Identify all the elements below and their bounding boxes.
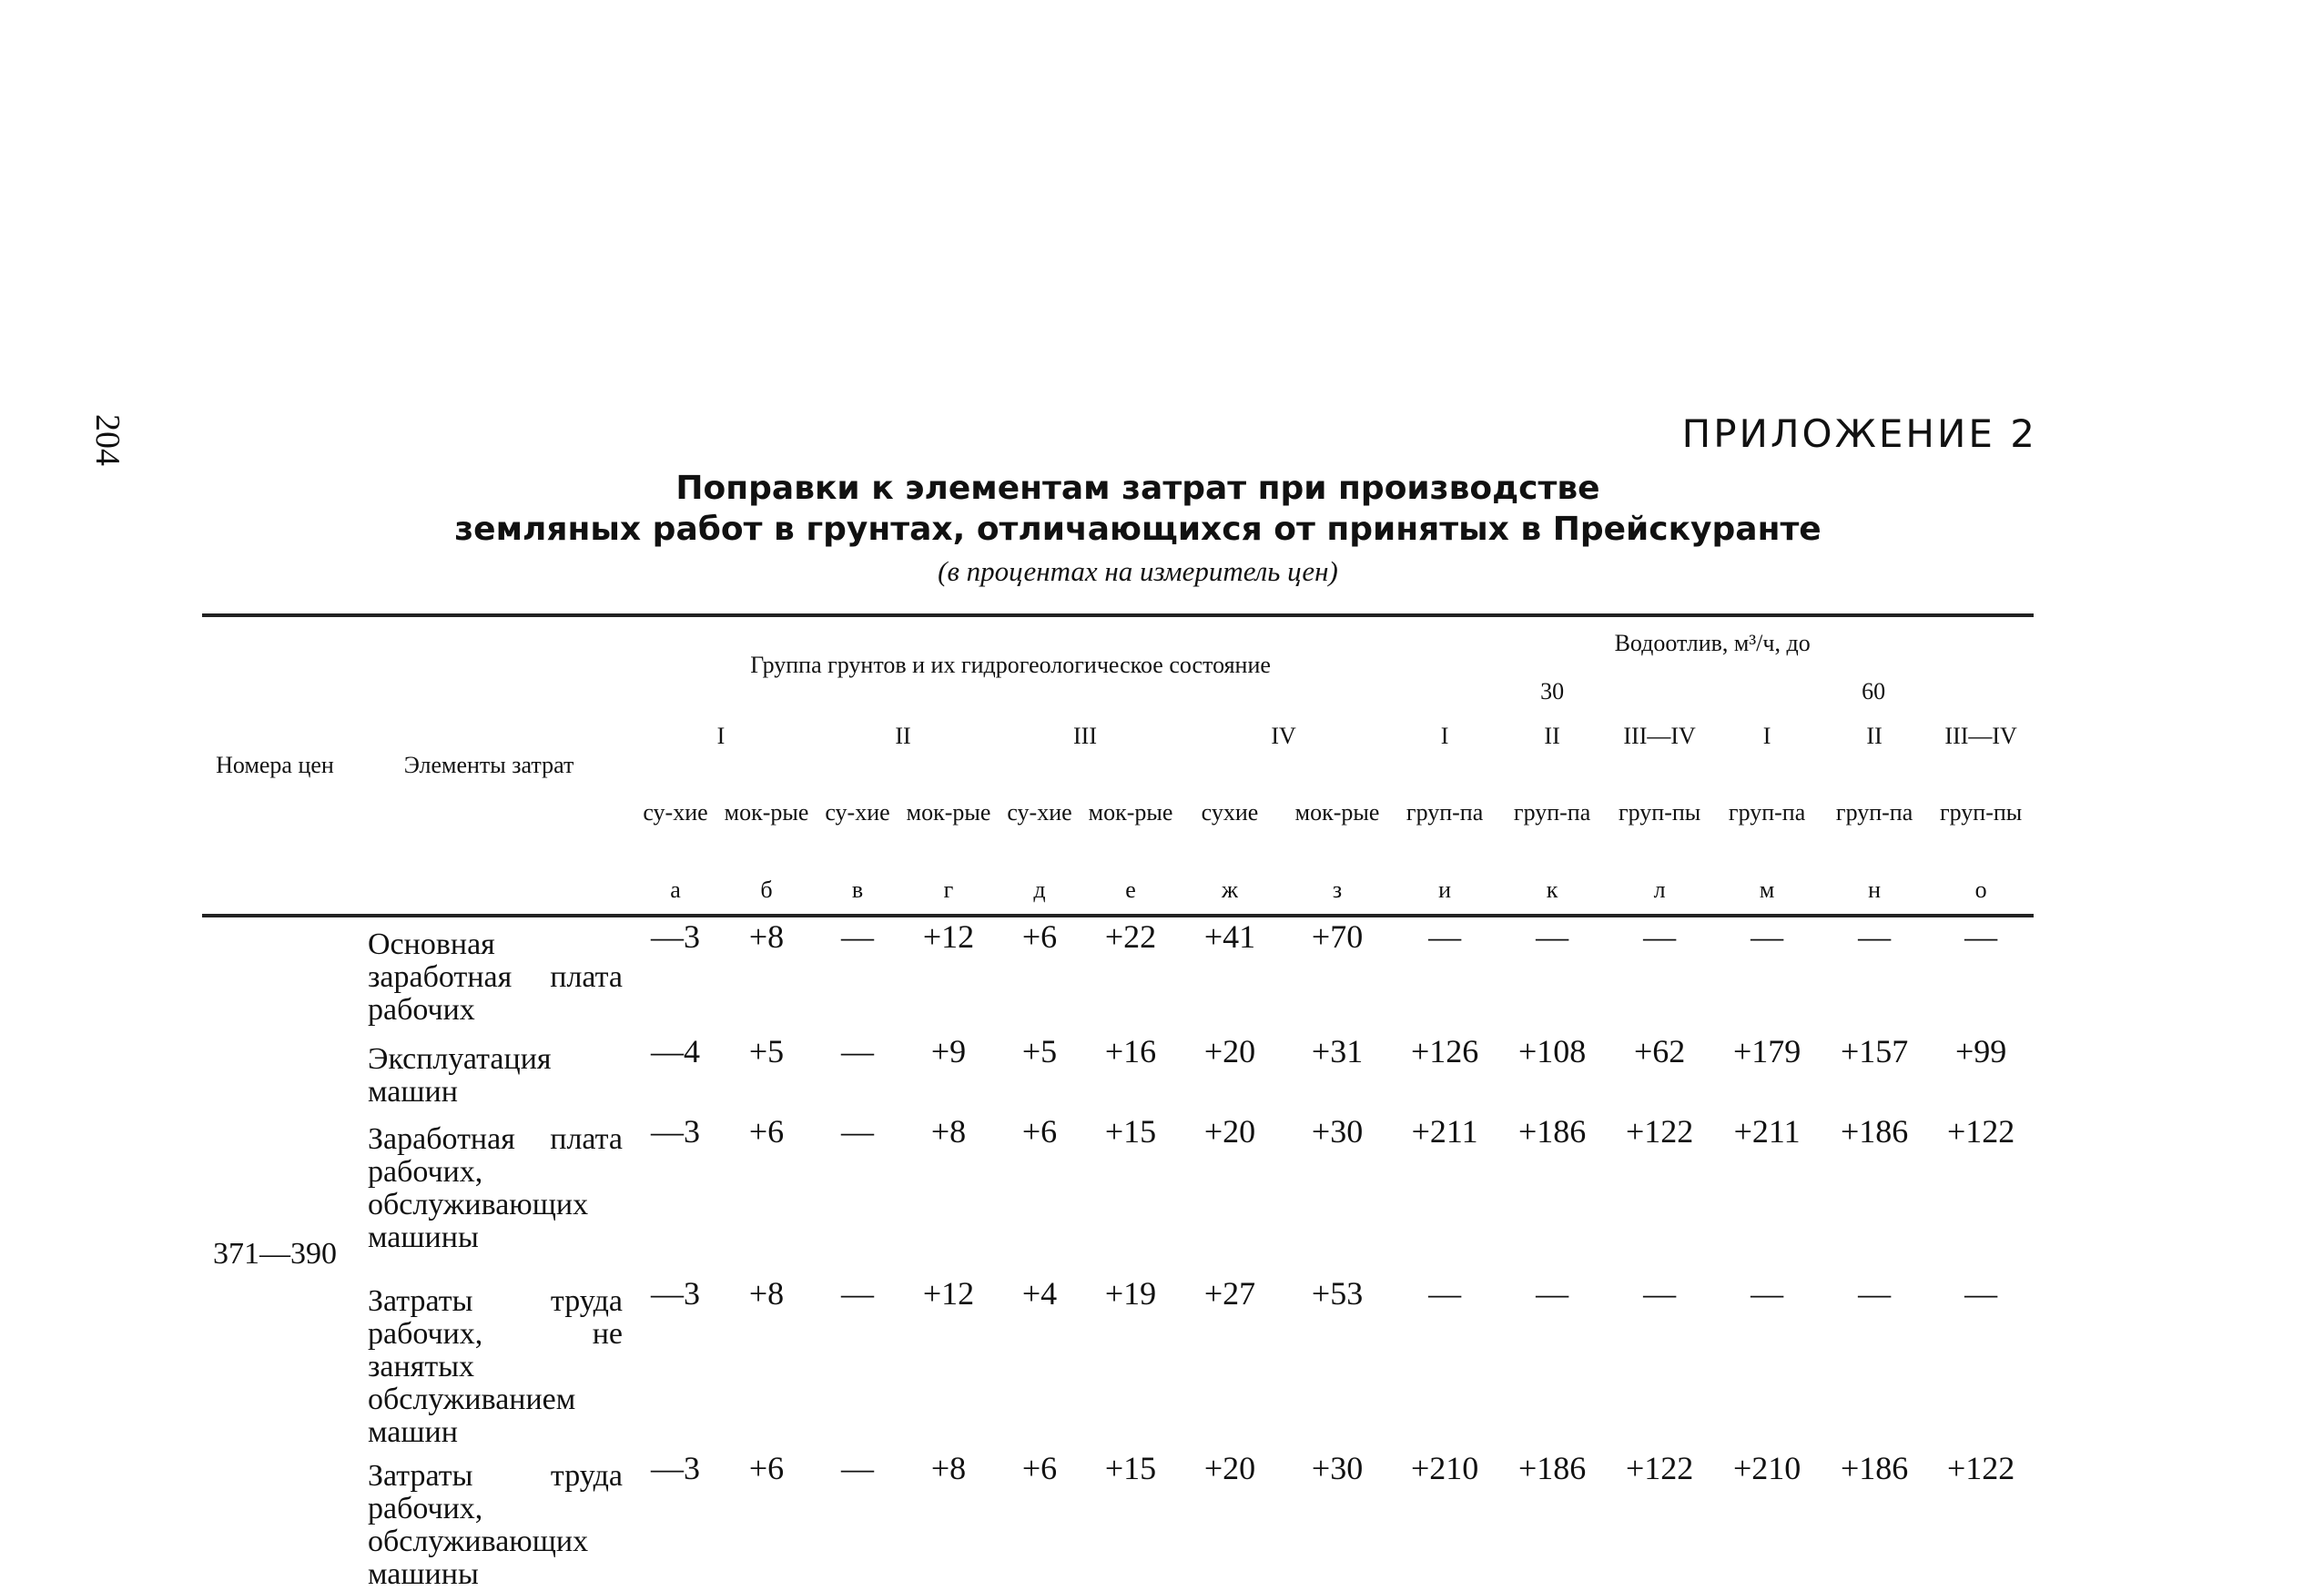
table-cell: +157 [1840,1033,1909,1069]
table-cell: — [1536,1275,1569,1312]
title-line-2: земляных работ в грунтах, отличающихся от принятых в Прейскуранте [454,511,1822,548]
table-cell: —3 [651,918,700,955]
table-cell: +122 [1625,1450,1694,1486]
table-cell: +53 [1311,1275,1364,1312]
table-cell: +186 [1517,1450,1587,1486]
table-cell: +8 [930,1113,967,1150]
table-cell: — [1751,918,1784,955]
header-price-numbers: Номера цен [202,615,348,916]
table-cell: +211 [1733,1113,1801,1150]
header-group-sg-3: груп-па [1728,799,1806,826]
header-soil-ii-wet: мок-рые [906,799,991,826]
column-letter-11: л [1606,866,1713,916]
column-letter-6: е [1085,866,1176,916]
table-cell: +210 [1732,1450,1801,1486]
table-cell: —4 [651,1033,700,1069]
table-cell: +99 [1954,1033,2007,1069]
header-soil-group-i: I [716,723,726,749]
table-cell: +6 [1021,1113,1058,1150]
table-cell: +62 [1633,1033,1686,1069]
table-cell: +8 [748,918,785,955]
table-cell: +12 [922,1275,975,1312]
table-cell: +186 [1840,1113,1909,1150]
title-line-1: Поправки к элементам затрат при производстве [675,470,1600,507]
table-cell: +6 [748,1450,785,1486]
header-cost-elements: Элементы затрат [348,615,630,916]
table-cell: +211 [1411,1113,1478,1150]
table-cell: +8 [748,1275,785,1312]
table-cell: +19 [1104,1275,1157,1312]
table-cell: +6 [748,1113,785,1150]
table-cell: +27 [1203,1275,1256,1312]
table-cell: +20 [1203,1450,1256,1486]
header-group-sg-2: груп-па [1513,799,1591,826]
header-d30-group-iii-iv: III—IV [1623,723,1696,749]
table-cell: +41 [1203,918,1256,955]
header-group-sg-4: груп-па [1835,799,1913,826]
table-cell: — [841,1450,874,1486]
column-letter-9: и [1391,866,1498,916]
table-cell: +6 [1021,1450,1058,1486]
column-letter-5: д [994,866,1085,916]
header-drainage: Водоотлив, м³/ч, до [1391,615,2034,670]
table-cell: — [1858,1275,1892,1312]
table-cell: — [841,1275,874,1312]
table-cell: +30 [1311,1113,1364,1150]
header-soil-i-dry: су-хие [643,799,708,826]
header-soil-group-iii: III [1073,723,1097,749]
header-d30-group-i: I [1440,723,1449,749]
table-cell: +31 [1311,1033,1364,1069]
table-cell: — [841,918,874,955]
subtitle: (в процентах на измеритель цен) [938,555,1338,587]
table-row [202,1274,2034,1449]
header-drainage-30: 30 [1540,678,1565,704]
column-letter-12: м [1713,866,1821,916]
header-d30-group-ii: II [1544,723,1560,749]
table-cell: +15 [1104,1450,1157,1486]
column-letter-8: з [1284,866,1391,916]
table-cell: +20 [1203,1113,1256,1150]
table-cell: +4 [1021,1275,1058,1312]
header-soil-iv-wet: мок-рые [1294,799,1380,826]
column-letter-2: б [721,866,812,916]
table-row [202,1449,2034,1591]
table-cell: +186 [1517,1113,1587,1150]
column-letter-14: о [1928,866,2034,916]
table-cell: +126 [1410,1033,1479,1069]
table-cell: +108 [1517,1033,1587,1069]
table-row [202,1112,2034,1274]
table-cell: +5 [748,1033,785,1069]
header-soil-iii-dry: су-хие [1007,799,1072,826]
table-cell: +70 [1311,918,1364,955]
table-cell: +16 [1104,1033,1157,1069]
column-letter-13: н [1821,866,1928,916]
table-cell: — [1858,918,1892,955]
header-d60-group-i: I [1762,723,1771,749]
table-cell: — [1751,1275,1784,1312]
table-cell: +20 [1203,1033,1256,1069]
column-letter-7: ж [1176,866,1284,916]
table-cell: — [841,1113,874,1150]
header-d60-group-ii: II [1866,723,1883,749]
table-cell: — [1964,1275,1998,1312]
table-cell: +122 [1946,1450,2015,1486]
table-cell: +122 [1625,1113,1694,1150]
table-cell: +22 [1104,918,1157,955]
cost-element-name: Затраты труда рабочих, обслуживающих машины [368,1459,623,1591]
page-number: 204 [88,414,127,466]
header-group-pl-2: груп-пы [1939,799,2023,826]
header-soil-group-ii: II [895,723,911,749]
table-cell: — [1643,918,1677,955]
table-cell: +5 [1021,1033,1058,1069]
table-cell: +9 [930,1033,967,1069]
cost-element-name: Затраты труда рабочих, не занятых обслуживанием машин [368,1284,623,1449]
header-group-sg-1: груп-па [1406,799,1484,826]
header-soil-i-wet: мок-рые [724,799,809,826]
header-soil-group: Группа грунтов и их гидрогеологическое состояние [630,615,1391,714]
column-letter-4: г [903,866,994,916]
appendix-label: ПРИЛОЖЕНИЕ 2 [1681,411,2037,456]
table-cell: +30 [1311,1450,1364,1486]
table-cell: +6 [1021,918,1058,955]
table-cell: — [1428,1275,1462,1312]
header-d60-group-iii-iv: III—IV [1944,723,2017,749]
table-cell: — [1428,918,1462,955]
header-soil-ii-dry: су-хие [825,799,890,826]
cost-element-name: Заработная плата рабочих, обслуживающих машины [368,1122,623,1254]
table-cell: +8 [930,1450,967,1486]
header-soil-iii-wet: мок-рые [1088,799,1173,826]
header-soil-iv-dry: сухие [1201,799,1259,826]
table-cell: — [841,1033,874,1069]
table-cell: —3 [651,1450,700,1486]
table-cell: +186 [1840,1450,1909,1486]
table-cell: — [1643,1275,1677,1312]
cost-element-name: Эксплуатация машин [368,1042,552,1109]
column-letter-3: в [812,866,903,916]
header-group-pl-1: груп-пы [1618,799,1701,826]
table-cell: — [1536,918,1569,955]
table-cell: +179 [1732,1033,1801,1069]
table-cell: — [1964,918,1998,955]
cost-element-name: Основная заработная плата рабочих [368,927,623,1027]
table-cell: —3 [651,1275,700,1312]
table-cell: +210 [1410,1450,1479,1486]
header-drainage-60: 60 [1862,678,1886,704]
table-row [202,916,2034,1032]
column-letter-10: к [1498,866,1606,916]
table-cell: +122 [1946,1113,2015,1150]
corrections-table [202,613,2034,1591]
table-row [202,1032,2034,1112]
table-cell: +15 [1104,1113,1157,1150]
column-letter-1: а [630,866,721,916]
header-soil-group-iv: IV [1271,723,1296,749]
price-range: 371—390 [213,1237,337,1271]
table-cell: —3 [651,1113,700,1150]
table-cell: +12 [922,918,975,955]
